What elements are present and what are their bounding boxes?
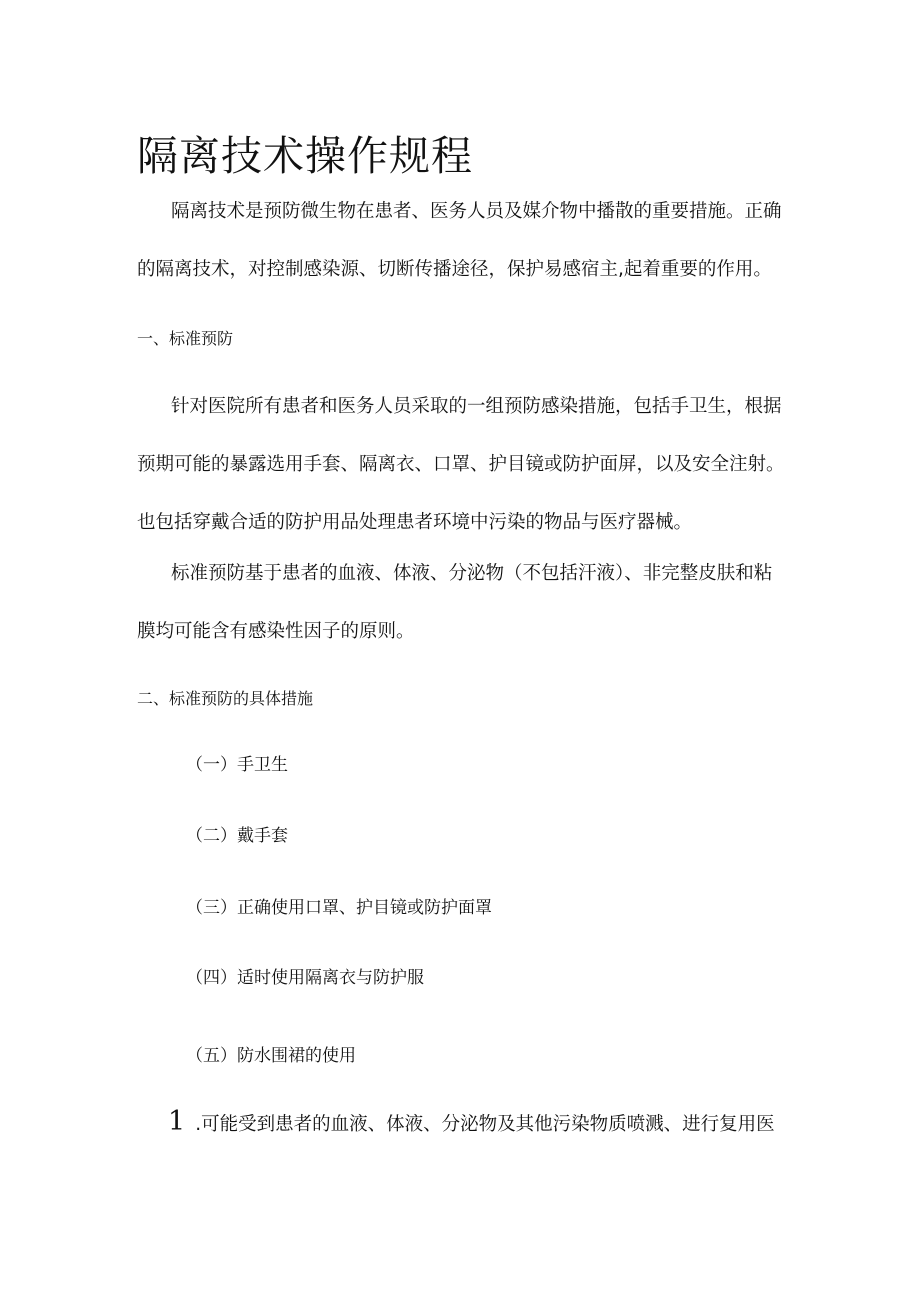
section-1-paragraph-2 [137,545,787,661]
intro-line-2: 的隔离技术，对控制感染源、切断传播途径，保护易感宿主,起着重要的作用。 [137,259,772,280]
section-1-para-1-line-3: 也包括穿戴合适的防护用品处理患者环境中污染的物品与医疗器械。 [137,512,693,533]
numbered-item-1 [168,1102,775,1145]
section-2-heading: 二、标准预防的具体措施 [137,689,314,708]
list-item: （一）手卫生 [186,755,288,775]
numbered-item-number: 1 [168,1106,186,1137]
numbered-item-text: .可能受到患者的血液、体液、分泌物及其他污染物质喷溅、进行复用医 [195,1114,775,1135]
intro-line-1: 隔离技术是预防微生物在患者、医务人员及媒介物中播散的重要措施。正确 [171,201,782,222]
list-item: （四）适时使用隔离衣与防护服 [186,968,424,988]
section-1-heading: 一、标准预防 [137,329,234,348]
section-1-para-2-line-2: 膜均可能含有感染性因子的原则。 [137,621,415,642]
section-1-para-1-line-1: 针对医院所有患者和医务人员采取的一组预防感染措施，包括手卫生，根据 [171,396,782,417]
section-1-para-2-line-1: 标准预防基于患者的血液、体液、分泌物（不包括汗液）、非完整皮肤和粘 [171,563,773,584]
intro-paragraph [137,183,787,299]
document-title: 隔离技术操作规程 [137,132,473,180]
list-item: （三）正确使用口罩、护目镜或防护面罩 [186,898,492,918]
list-item: （五）防水围裙的使用 [186,1046,356,1066]
section-1-paragraph-1 [137,378,787,552]
section-1-para-1-line-2: 预期可能的暴露选用手套、隔离衣、口罩、护目镜或防护面屏，以及安全注射。 [137,454,785,475]
list-item: （二）戴手套 [186,826,288,846]
